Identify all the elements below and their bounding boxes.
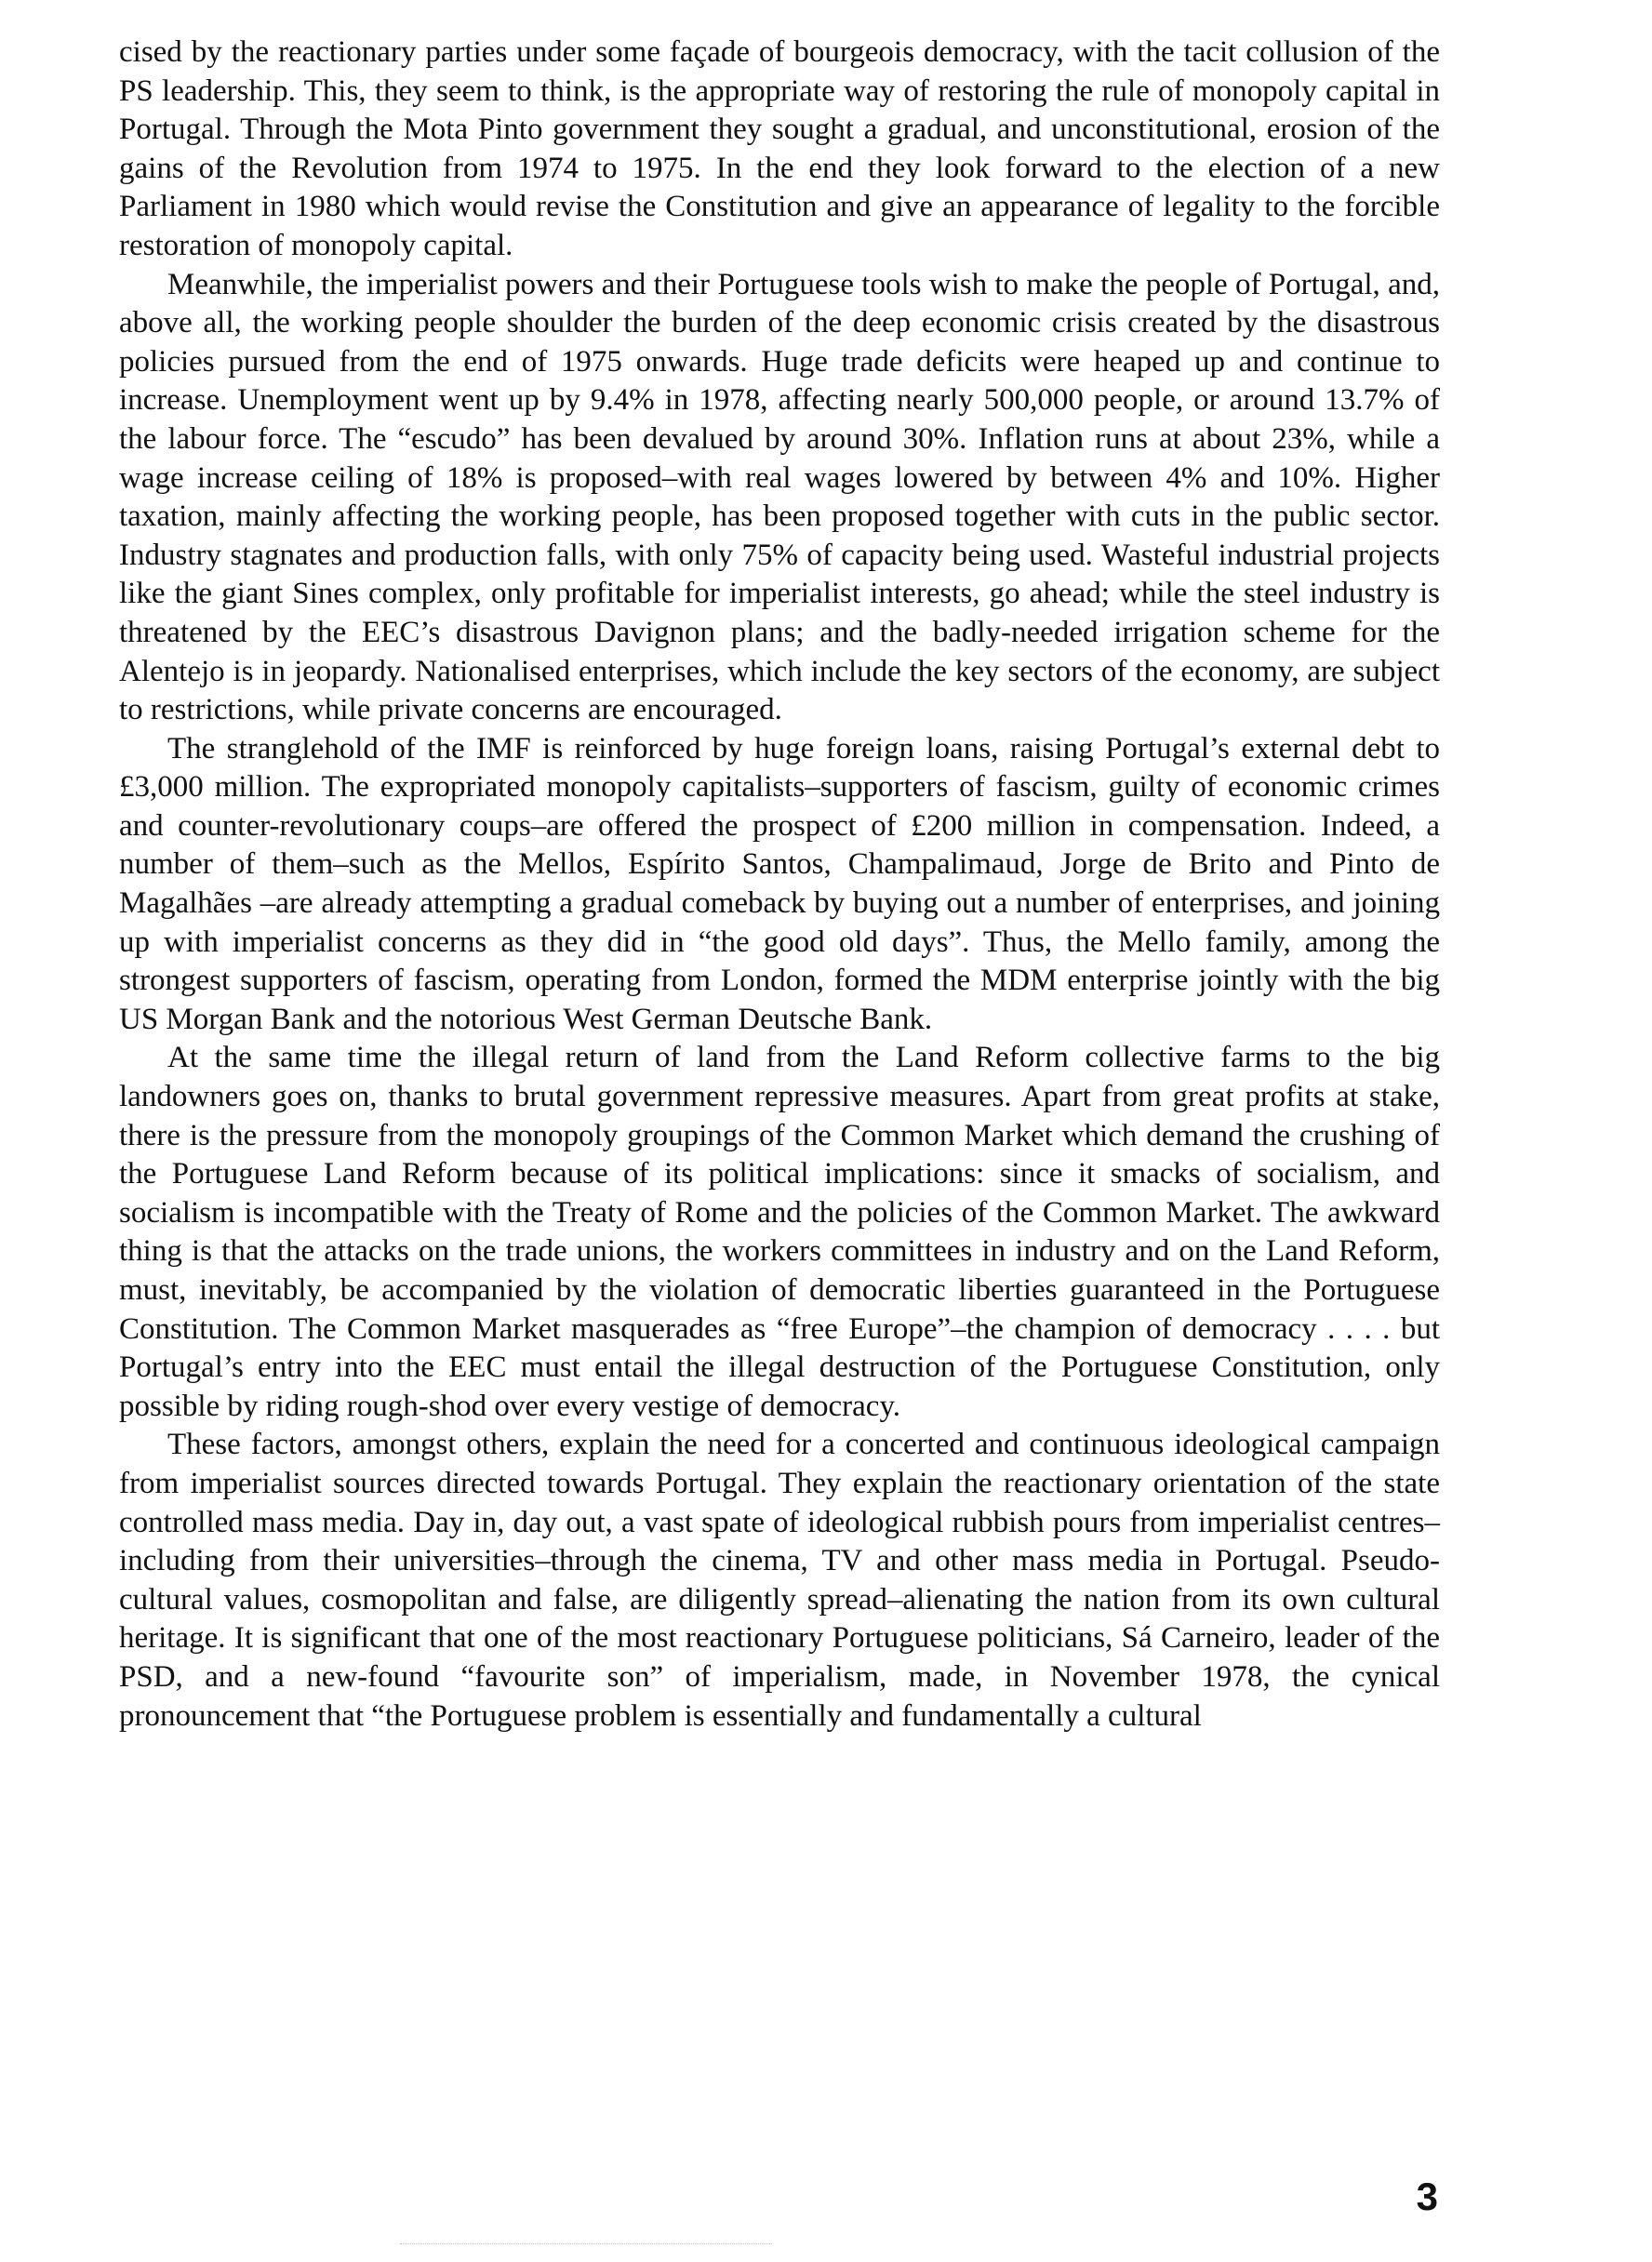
paragraph-imf-stranglehold: The stranglehold of the IMF is reinforced by huge foreign loans, raising Portugal’s external debt to £3,000 million. The expropriated monopoly capitalists–supporters of fascism, guilty of economic crimes and counter-revolutionary coups–are offered the prospect of £200 million in compensation. Indeed, a number of them–such as the Mellos, Espírito Santos, Champalimaud, Jorge de Brito and Pinto de Magalhães –are already attempting a gradual comeback by buying out a number of enterprises, and joining up with imperialist concerns as they did in “the good old days”. Thus, the Mello family, among the strongest supporters of fascism, operating from London, formed the MDM enterprise jointly with the big US Morgan Bank and the notorious West German Deutsche Bank. — [119, 731, 1440, 1036]
paragraph-continuation: cised by the reactionary parties under some façade of bourgeois democracy, with the tacit collusion of the PS leadership. This, they seem to think, is the appropriate way of restoring the rule of monopoly capital in Portugal. Through the Mota Pinto government they sought a gradual, and unconstitutional, erosion of the gains of the Revolution from 1974 to 1975. In the end they look forward to the election of a new Parliament in 1980 which would revise the Constitution and give an appearance of legality to the forcible restoration of monopoly capital. — [119, 35, 1440, 262]
bottom-rule — [400, 2243, 772, 2244]
paragraph-economic-crisis: Meanwhile, the imperialist powers and their Portuguese tools wish to make the people of Portugal, and, above all, the working people shoulder the burden of the deep economic crisis created by the disastrous policies pursued from the end of 1975 onwards. Huge trade deficits were heaped up and continue to increase. Unemployment went up by 9.4% in 1978, affecting nearly 500,000 people, or around 13.7% of the labour force. The “escudo” has been devalued by around 30%. Inflation runs at about 23%, while a wage increase ceiling of 18% is proposed–with real wages lowered by between 4% and 10%. Higher taxation, mainly affecting the working people, has been proposed together with cuts in the public sector. Industry stagnates and production falls, with only 75% of capacity being used. Wasteful industrial projects like the giant Sines complex, only profitable for imperialist interests, go ahead; while the steel industry is threatened by the EEC’s disastrous Davignon plans; and the badly-needed irrigation scheme for the Alentejo is in jeopardy. Nationalised enterprises, which include the key sectors of the economy, are subject to restrictions, while private concerns are encouraged. — [119, 267, 1440, 727]
document-page — [119, 33, 1440, 1736]
page-number: 3 — [1416, 2175, 1438, 2218]
paragraph-land-reform: At the same time the illegal return of land from the Land Reform collective farms to the big landowners goes on, thanks to brutal government repressive measures. Apart from great profits at stake, there is the pressure from the monopoly groupings of the Common Market which demand the crushing of the Portuguese Land Reform because of its political implications: since it smacks of socialism, and socialism is incompatible with the Treaty of Rome and the policies of the Common Market. The awkward thing is that the attacks on the trade unions, the workers committees in industry and on the Land Reform, must, inevitably, be accompanied by the violation of democratic liberties guaranteed in the Portuguese Constitution. The Common Market masquerades as “free Europe”–the champion of democracy . . . . but Portugal’s entry into the EEC must entail the illegal destruction of the Portuguese Constitution, only possible by riding rough-shod over every vestige of democracy. — [119, 1041, 1440, 1423]
paragraph-ideological-campaign: These factors, amongst others, explain the need for a concerted and continuous ideological campaign from imperialist sources directed towards Portugal. They explain the reactionary orientation of the state controlled mass media. Day in, day out, a vast spate of ideological rubbish pours from imperialist centres–including from their universities–through the cinema, TV and other mass media in Portugal. Pseudo-cultural values, cosmopolitan and false, are diligently spread–alienating the nation from its own cultural heritage. It is significant that one of the most reactionary Portuguese politicians, Sá Carneiro, leader of the PSD, and a new-found “favourite son” of imperialism, made, in November 1978, the cynical pronouncement that “the Portuguese problem is essentially and fundamentally a cultural — [119, 1428, 1440, 1733]
